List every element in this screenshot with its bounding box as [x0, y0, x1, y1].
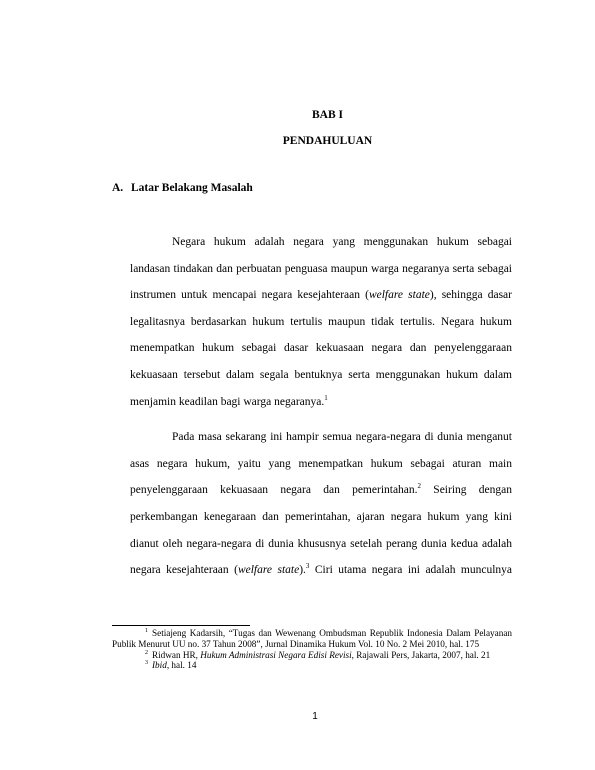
body-text [130, 229, 512, 584]
section-heading [112, 182, 253, 194]
paragraph-2: Pada masa sekarang ini hampir semua negara-negara di dunia menganut asas negara hukum, yaitu yang menempatkan hukum sebagai aturan main penyelenggaraan kekuasaan negara dan pemerintahan.$^2$ Seiring dengan perkembangan kenegaraan dan pemerintahan, ajaran negara hukum yang kini dianut oleh negara-negara di dunia khususnya setelah perang dunia kedua adalah negara kesejahteraan (welfare state).$^3$ Ciri utama negara ini adalah munculnya [130, 431, 512, 577]
footnote-ref-1[interactable]: 1 [324, 393, 328, 402]
italic-term: welfare state [237, 564, 300, 577]
footnotes [112, 628, 512, 671]
page-number: 1 [312, 711, 318, 722]
footnote-2: $^2$ Ridwan HR, Hukum Administrasi Negara Edisi Revisi, Rajawali Pers, Jakarta, 2007, hal. 21 [145, 649, 491, 660]
footnote-3: $^3$ Ibid, hal. 14 [145, 660, 197, 671]
chapter-title: PENDAHULUAN [282, 135, 373, 147]
footnote-ref-3[interactable]: 3 [305, 562, 310, 571]
footnote-1: $^1$ Setiajeng Kadarsih, “Tugas dan Wewenang Ombudsman Republik Indonesia Dalam Pelayanan Publik Menurut UU no. 37 Tahun 2008”, Jurnal Dinamika Hukum Vol. 10 No. 2 Mei 2010, hal. 175 [112, 628, 512, 649]
italic-term: welfare state [368, 289, 430, 302]
footnote-separator [112, 625, 250, 626]
footnote-ref-2[interactable]: 2 [417, 482, 422, 491]
chapter-number: BAB I [312, 109, 343, 121]
section-title: Latar Belakang Masalah [131, 182, 253, 194]
paragraph-1: Negara hukum adalah negara yang menggunakan hukum sebagai landasan tindakan dan perbuatan penguasa maupun warga negaranya serta sebagai instrumen untuk mencapai negara kesejahteraan (welfare state), sehingga dasar legalitasnya berdasarkan hukum tertulis maupun tidak tertulis. Negara hukum menempatkan hukum sebagai dasar kekuasaan negara dan penyelenggaraan kekuasaan tersebut dalam segala bentuknya serta menggunakan hukum dalam menjamin keadilan bagi warga negaranya.$^1$ [130, 236, 512, 408]
section-letter: A. [112, 182, 124, 194]
